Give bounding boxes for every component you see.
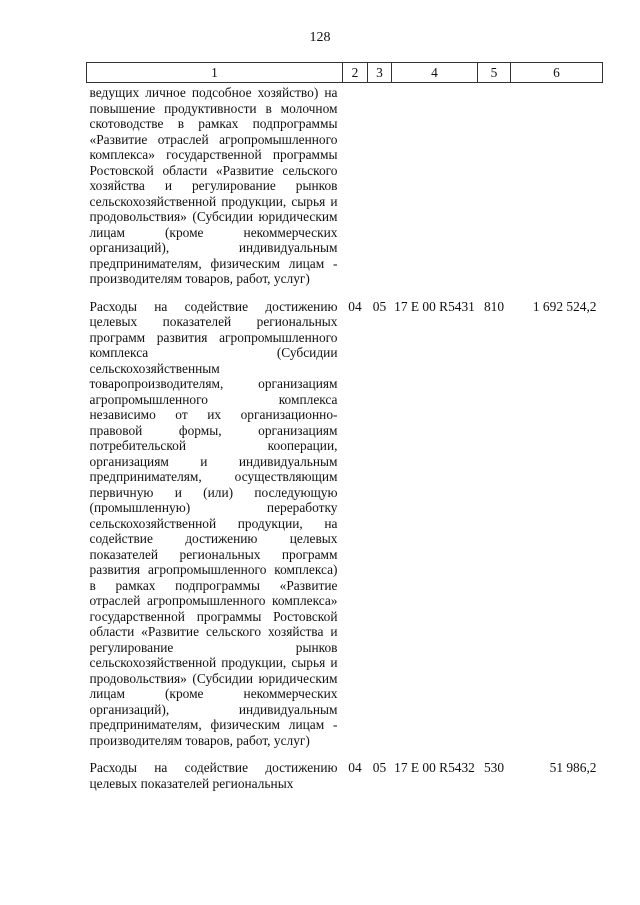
row-subsection	[368, 83, 392, 287]
column-header-4: 4	[392, 63, 478, 83]
row-target-article: 17 Е 00 R5432	[394, 760, 475, 775]
row-expense-type	[478, 83, 511, 287]
table-row	[87, 287, 603, 749]
row-section: 04	[348, 760, 362, 775]
row-target-article	[392, 83, 478, 287]
column-header-3: 3	[368, 63, 392, 83]
row-target-article: 17 Е 00 R5431	[394, 298, 475, 314]
row-subsection: 05	[372, 298, 387, 314]
table-header-row	[87, 63, 603, 83]
table-row	[87, 83, 603, 287]
column-header-1: 1	[87, 63, 343, 83]
page-number: 128	[309, 30, 331, 45]
row-description: ведущих личное подсобное хозяйство) на повышение продуктивности в молочном скотоводстве в рамках подпрограммы «Развитие отраслей агропромышленного комплекса» государственной программы Ростовской области «Развитие сельского хозяйства и регулирование рынков сельскохозяйственной продукции, сырья и продовольствия» (Субсидии юридическим лицам (кроме некоммерческих организаций), индивидуальным предпринимателям, физическим лицам - производителям товаров, работ, услуг)	[89, 85, 338, 286]
column-header-6: 6	[511, 63, 603, 83]
row-amount: 1 692 524,2	[532, 298, 597, 314]
row-section: 04	[348, 298, 362, 314]
row-amount	[511, 83, 603, 287]
row-section	[343, 83, 368, 287]
row-description: Расходы на содействие достижению целевых показателей региональных	[89, 760, 338, 791]
budget-table	[86, 62, 603, 791]
row-expense-type: 810	[483, 298, 505, 314]
row-description: Расходы на содействие достижению целевых показателей региональных программ развития агропромышленного комплекса (Субсидии сельскохозяйственным товаропроизводителям, организациям агропромышленного комплекса независимо от их организационно-правовой формы, организациям потребительской кооперации, организациям и индивидуальным предпринимателям, осуществляющим первичную и (или) последующую (промышленную) переработку сельскохозяйственной продукции, на содействие достижению целевых показателей региональных программ развития агропромышленного комплекса) в рамках подпрограммы «Развитие отраслей агропромышленного комплекса» государственной программы Ростовской области «Развитие сельского хозяйства и регулирование рынков сельскохозяйственной продукции, сырья и продовольствия» (Субсидии юридическим лицам (кроме некоммерческих организаций), индивидуальным предпринимателям, физическим лицам - производителям товаров, работ, услуг)	[89, 298, 338, 748]
column-header-5: 5	[478, 63, 511, 83]
row-subsection: 05	[372, 760, 387, 775]
row-amount: 51 986,2	[549, 760, 597, 775]
table-row	[87, 748, 603, 791]
column-header-2: 2	[343, 63, 368, 83]
row-expense-type: 530	[483, 760, 505, 775]
